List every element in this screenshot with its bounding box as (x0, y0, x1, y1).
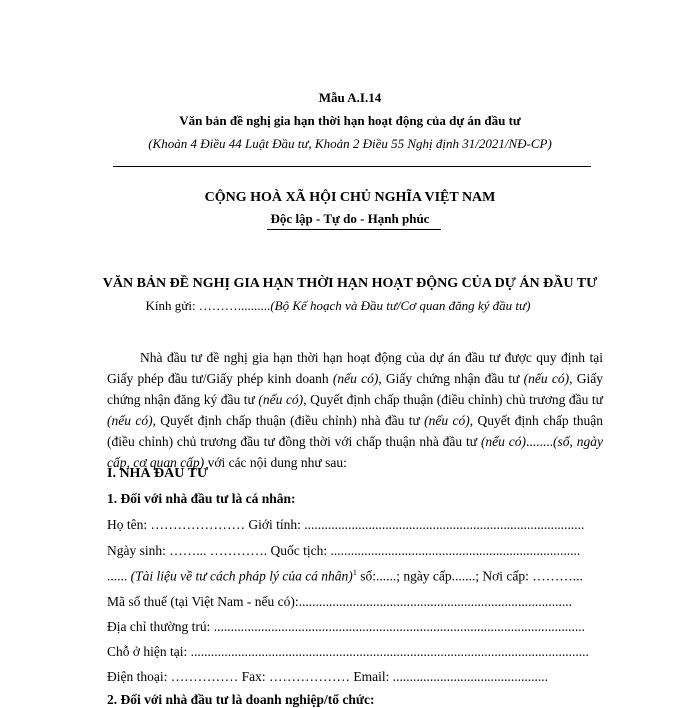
field-legal-document (107, 568, 603, 585)
intro-text: , Quyết định chấp thuận (điều chỉnh) chủ trương đầu tư (303, 392, 603, 407)
intro-note: (nếu có) (424, 413, 470, 428)
doc-prefix: ...... (107, 568, 131, 584)
doc-type-note: (Tài liệu về tư cách pháp lý của cá nhân) (130, 568, 353, 584)
country-name: CỘNG HOÀ XÃ HỘI CHỦ NGHĨA VIỆT NAM (204, 190, 496, 205)
intro-paragraph (107, 347, 603, 473)
intro-text: , Giấy chứng nhận đầu tư (378, 371, 524, 386)
section-1-1-title: 1. Đối với nhà đầu tư là cá nhân: (107, 491, 296, 506)
intro-text: , Quyết định chấp thuận (điều chỉnh) nhà đầu tư (152, 413, 425, 428)
intro-text: ........ (526, 434, 554, 449)
section-1-title: I. NHÀ ĐẦU TƯ (107, 466, 209, 481)
intro-note: (nếu có) (258, 392, 304, 407)
field-dob-nationality: Ngày sinh: ……... …………. Quốc tịch: .......................................................................... (107, 543, 581, 558)
intro-text: Nhà đầu tư đề nghị gia hạn thời hạn hoạt động của dự án đầu tư được quy định tại Giấy phép đầu tư/Giấy phép kinh doanh (107, 350, 603, 386)
field-tax-code: Mã số thuế (tại Việt Nam - nếu có):................................................................................. (107, 594, 573, 609)
intro-note: (nếu có) (332, 371, 379, 386)
intro-note: (nếu có) (480, 434, 527, 449)
intro-note: (số, ngày cấp, cơ quan cấp) (107, 434, 603, 470)
field-name-gender: Họ tên: ………………… Giới tính: ................................................................................... (107, 517, 585, 532)
doc-suffix: số:......; ngày cấp.......; Nơi cấp: ………... (356, 568, 583, 584)
intro-text: , Quyết định chấp thuận (điều chỉnh) chủ trương đầu tư đồng thời với chấp thuận nhà đầu tư (107, 413, 603, 449)
form-code: Mẫu A.I.14 (318, 90, 382, 105)
form-title: Văn bản đề nghị gia hạn thời hạn hoạt động của dự án đầu tư (179, 113, 521, 128)
legal-basis: (Khoản 4 Điều 44 Luật Đầu tư, Khoản 2 Điều 55 Nghị định 31/2021/NĐ-CP) (148, 136, 552, 151)
recipient-note: (Bộ Kế hoạch và Đầu tư/Cơ quan đăng ký đầu tư) (270, 298, 531, 313)
intro-text: với các nội dung như sau: (204, 455, 347, 470)
recipient-line (0, 298, 688, 314)
section-1-2-title: 2. Đối với nhà đầu tư là doanh nghiệp/tổ chức: (107, 692, 375, 707)
recipient-label: Kính gửi: ……….......... (145, 298, 271, 313)
header-divider (113, 166, 591, 167)
document-heading: VĂN BẢN ĐỀ NGHỊ GIA HẠN THỜI HẠN HOẠT ĐỘNG CỦA DỰ ÁN ĐẦU TƯ (102, 276, 598, 291)
intro-note: (nếu có) (523, 371, 570, 386)
field-contact: Điện thoại: …………… Fax: ……………… Email: .............................................. (107, 669, 548, 684)
field-permanent-address: Địa chỉ thường trú: .............................................................................................................. (107, 619, 585, 634)
intro-text: , Giấy chứng nhận đăng ký đầu tư (107, 371, 603, 407)
field-current-residence: Chỗ ở hiện tại: ...................................................................................................................... (107, 644, 589, 659)
motto-underline (267, 229, 441, 230)
intro-note: (nếu có) (107, 413, 153, 428)
footnote-marker: 1 (352, 568, 357, 577)
national-motto: Độc lập - Tự do - Hạnh phúc (270, 211, 430, 226)
